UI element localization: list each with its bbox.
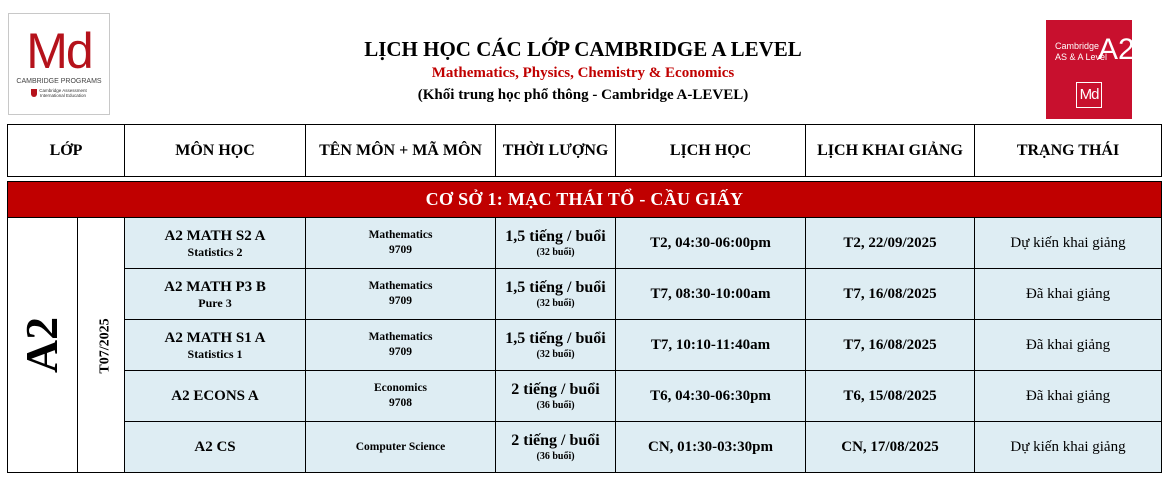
class-name: A2 ECONS A (171, 388, 259, 404)
sessions: (36 buổi) (536, 399, 575, 411)
schedule-cell: T2, 04:30-06:00pm (616, 218, 806, 269)
table-row (8, 269, 1162, 320)
class-cell (125, 320, 306, 371)
page-subtitle: Mathematics, Physics, Chemistry & Economics (431, 65, 735, 81)
status-cell: Dự kiến khai giảng (975, 218, 1162, 269)
duration-cell (496, 320, 616, 371)
duration: 2 tiếng / buổi (511, 431, 600, 449)
subject-code: 9709 (389, 244, 413, 256)
duration: 1,5 tiếng / buổi (505, 227, 606, 245)
assessment-line-2: International Education (39, 93, 87, 98)
column-header-status: TRẠNG THÁI (975, 125, 1162, 177)
term-text: T07/2025 (97, 318, 113, 374)
level-label (8, 218, 78, 473)
column-header-duration: THỜI LƯỢNG (496, 125, 616, 177)
duration: 2 tiếng / buổi (511, 380, 600, 398)
sessions: (32 buổi) (536, 246, 575, 258)
logo-line-2: AS & A Level (1055, 52, 1108, 62)
class-sub: Statistics 1 (187, 346, 243, 361)
page-subtitle-secondary: (Khối trung học phổ thông - Cambridge A-LEVEL) (417, 87, 749, 103)
subject-cell (306, 422, 496, 473)
schedule-cell: T7, 10:10-11:40am (616, 320, 806, 371)
class-name: A2 MATH S2 A (164, 227, 266, 244)
column-header-subject-code: TÊN MÔN + MÃ MÔN (306, 125, 496, 177)
term-label (78, 218, 125, 473)
class-name: A2 MATH P3 B (164, 278, 266, 295)
schedule-cell: T6, 04:30-06:30pm (616, 371, 806, 422)
subject-name: Computer Science (355, 440, 446, 453)
class-cell (125, 422, 306, 473)
column-header-course: MÔN HỌC (125, 125, 306, 177)
status-cell: Đã khai giảng (975, 320, 1162, 371)
class-cell (125, 269, 306, 320)
start-date-cell: T2, 22/09/2025 (806, 218, 975, 269)
table-row (8, 320, 1162, 371)
campus-row (8, 182, 1162, 218)
column-header-schedule: LỊCH HỌC (616, 125, 806, 177)
class-sub: Pure 3 (198, 295, 232, 310)
sessions: (32 buổi) (536, 348, 575, 360)
sessions: (32 buổi) (536, 297, 575, 309)
schedule-cell: T7, 08:30-10:00am (616, 269, 806, 320)
subject-cell (306, 371, 496, 422)
start-date-cell: T7, 16/08/2025 (806, 320, 975, 371)
class-name: A2 CS (194, 439, 236, 455)
class-cell (125, 218, 306, 269)
subject-name: Mathematics (368, 331, 433, 343)
assessment-line-1: Cambridge Assessment (39, 88, 87, 93)
schedule-cell: CN, 01:30-03:30pm (616, 422, 806, 473)
sessions: (36 buổi) (536, 450, 575, 462)
start-date-cell: CN, 17/08/2025 (806, 422, 975, 473)
status-cell: Đã khai giảng (975, 269, 1162, 320)
subject-cell (306, 218, 496, 269)
logo-mark: Md (26, 23, 92, 79)
subject-name: Mathematics (368, 229, 433, 241)
table-row (8, 371, 1162, 422)
logo-md-mark: Md (1076, 82, 1102, 108)
class-sub: Statistics 2 (187, 244, 243, 259)
subject-code: 9708 (389, 397, 413, 409)
subject-name: Economics (374, 382, 428, 394)
subject-code: 9709 (389, 346, 413, 358)
duration-cell (496, 218, 616, 269)
subject-name: Mathematics (368, 280, 433, 292)
duration-cell (496, 422, 616, 473)
duration: 1,5 tiếng / buổi (505, 329, 606, 347)
column-header-class: LỚP (8, 125, 125, 177)
table-header-row (8, 125, 1162, 177)
start-date-cell: T7, 16/08/2025 (806, 269, 975, 320)
start-date-cell: T6, 15/08/2025 (806, 371, 975, 422)
table-row (8, 422, 1162, 473)
subject-cell (306, 320, 496, 371)
class-cell (125, 371, 306, 422)
level-text: A2 (16, 316, 68, 374)
subject-cell (306, 269, 496, 320)
subject-code: 9709 (389, 295, 413, 307)
duration-cell (496, 269, 616, 320)
schedule-table (7, 124, 1162, 473)
class-name: A2 MATH S1 A (164, 329, 266, 346)
table-row (8, 218, 1162, 269)
duration-cell (496, 371, 616, 422)
logo-program-text: CAMBRIDGE PROGRAMS (16, 78, 102, 85)
duration: 1,5 tiếng / buổi (505, 278, 606, 296)
page-title: LỊCH HỌC CÁC LỚP CAMBRIDGE A LEVEL (364, 37, 802, 61)
campus-label: CƠ SỞ 1: MẠC THÁI TỔ - CẦU GIẤY (8, 182, 1162, 218)
status-cell: Đã khai giảng (975, 371, 1162, 422)
logo-line-1: Cambridge (1055, 41, 1100, 51)
logo-badge: A2 (1098, 33, 1135, 66)
column-header-start-date: LỊCH KHAI GIẢNG (806, 125, 975, 177)
status-cell: Dự kiến khai giảng (975, 422, 1162, 473)
